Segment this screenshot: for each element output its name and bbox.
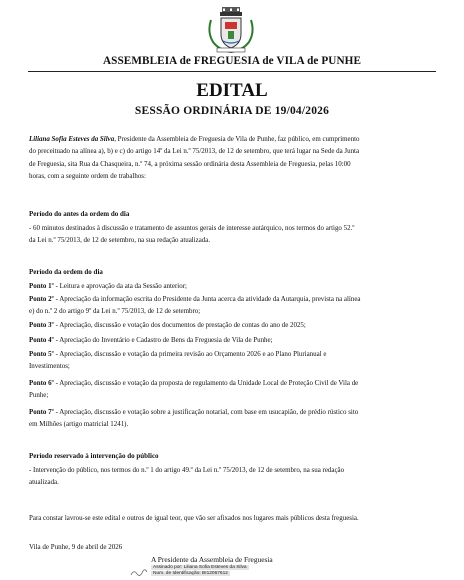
publico-line: - Intervenção do público, nos termos do n.º 1 do artigo 49.º da Lei n.º 75/2013, de 12 de setembro, na sua redação [29, 466, 345, 474]
ordem-heading: Período da ordem do dia [29, 268, 103, 276]
session-subtitle: SESSÃO ORDINÁRIA DE 19/04/2026 [134, 105, 330, 117]
antes-heading: Período do antes da ordem do dia [29, 210, 130, 218]
coat-of-arms-icon [205, 6, 257, 54]
antes-paragraph [29, 222, 435, 247]
president-name: Liliana Sofia Esteves da Silva [29, 135, 115, 143]
agenda-item: Ponto 1º - Leitura e aprovação da ata da Sessão anterior; [29, 282, 187, 290]
publico-heading: Período reservado à intervenção do público [29, 452, 159, 460]
signature-title: A Presidente da Assembleia de Freguesia [151, 555, 273, 564]
signature-signed-by: Assinado por: Liliana Sofia Esteves da Silva [153, 565, 247, 570]
intro-line: de Freguesia, sita Rua da Chasqueira, n.º 74, a próxima sessão ordinária desta Assembleia de Freguesia, pelas 10:00 [29, 159, 351, 168]
intro-line: Liliana Sofia Esteves da Silva, Presidente da Assembleia de Freguesia de Vila de Punhe, faz público, em cumprimento [29, 135, 360, 143]
agenda-item: Ponto 5º - Apreciação, discussão e votação da primeira revisão ao Orçamento 2026 e ao Plano Plurianual e Investimentos; [29, 350, 327, 371]
antes-line: da Lei n.º 75/2013, de 12 de setembro, na sua redação atualizada. [29, 236, 211, 245]
document-title: EDITAL [196, 80, 268, 101]
intro-line: horas, com a seguinte ordem de trabalhos: [29, 172, 146, 181]
intro-line: do preceituado na alínea a), b) e c) do artigo 14º da Lei n.º 75/2013, de 12 de setembro, que terá lugar na Sede da Junta [29, 147, 360, 156]
publico-line: atualizada. [29, 478, 59, 487]
agenda-item: Ponto 6º - Apreciação, discussão e votação da proposta de regulamento da Unidade Local de Proteção Civil de Vila de Punhe; [29, 379, 359, 400]
agenda-item: Ponto 7º - Apreciação, discussão e votação sobre a justificação notarial, com base em usucapião, de prédio rústico sito em Milhões (artigo matricial 1241). [29, 408, 359, 429]
signature-id: Num. de Identificação: BI12067612 [153, 571, 228, 576]
closing-paragraph: Para constar lavrou-se este edital e outros de igual teor, que vão ser afixados nos lugares mais públicos desta freguesia. [29, 514, 359, 522]
agenda-item: Ponto 4º - Apreciação do Inventário e Cadastro de Bens da Freguesia de Vila de Punhe; [29, 336, 273, 344]
place-date: Vila de Punhe, 9 de abril de 2026 [29, 543, 123, 551]
antes-line: - 60 minutos destinados à discussão e tratamento de assuntos gerais de interesse autárquico, nos termos do artigo 52.º [29, 224, 355, 232]
organization-title: ASSEMBLEIA de FREGUESIA de VILA de PUNHE [102, 55, 362, 67]
agenda-item: Ponto 3º - Apreciação, discussão e votação dos documentos de prestação de contas do ano de 2025; [29, 321, 306, 329]
header-divider [28, 71, 436, 72]
intro-paragraph [29, 133, 435, 183]
publico-paragraph [29, 464, 435, 489]
digital-signature-icon [130, 567, 148, 578]
agenda-item: Ponto 2º - Apreciação da informação escrita do Presidente da Junta acerca da atividade da Autarquia, prevista na alínea e) do n.º 2 do artigo 9º da Lei n.º 75/2013, de 12 de setembro; [29, 295, 361, 316]
